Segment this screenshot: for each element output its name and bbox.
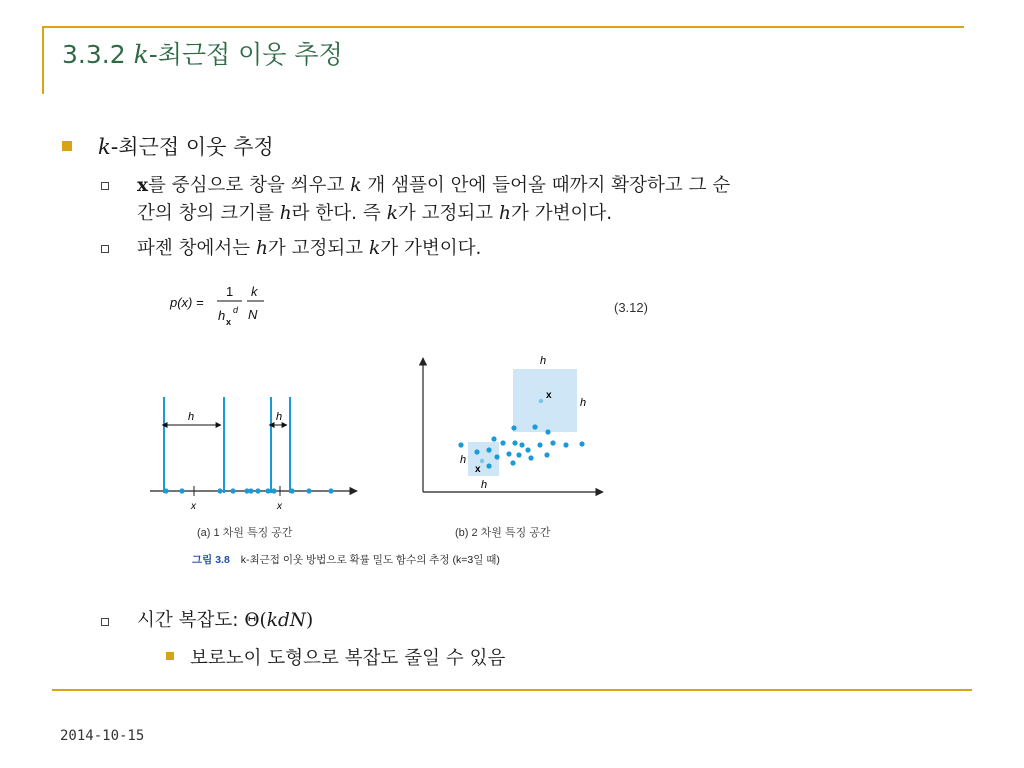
voronoi-text: 보로노이 도형으로 복잡도 줄일 수 있음 [190,648,506,669]
caption-label: 그림 3.8 [192,554,230,566]
query-point [539,399,543,403]
formula-den1: h [218,308,226,323]
title-k: k [133,40,149,69]
sub1-part2: 개 샘플이 안에 들어올 때까지 확장하고 그 순 [361,175,731,196]
bullet-square-icon [166,652,174,660]
h-label: h [580,397,587,409]
bullet-voronoi [190,644,505,670]
figure-caption [191,553,500,566]
sub2-h: h [256,238,268,259]
h-label: h [481,479,488,491]
query-x-large: x [546,390,552,401]
window-box-large [513,369,577,432]
sub2-c: 가 가변이다. [380,238,482,259]
formula-3-12 [169,284,264,327]
sub2-a: 파젠 창에서는 [137,238,256,259]
panel-a-1d [150,397,357,512]
sub3-kdn: kdN [266,610,306,631]
h-label: h [460,454,467,466]
sub1-line2-b: 라 한다. 즉 [291,203,387,224]
sub1-line2-d: 가 가변이다. [510,203,613,224]
sub3-a: 시간 복잡도: [137,610,245,631]
formula-num1: 1 [226,284,234,299]
bold-x: x [137,175,149,196]
sub1-k2: k [386,203,398,224]
bullet-k: k [98,135,111,159]
sub1-k: k [350,175,362,196]
h-label: h [540,355,547,367]
sub1-line2-a: 간의 창의 크기를 [137,203,280,224]
x-label: x [277,501,282,512]
query-point [480,459,484,463]
panel-b-2d [423,355,603,492]
x-label: x [191,501,196,512]
formula-lhs: p(x) = [170,295,204,310]
caption-text: k-최근접 이웃 방법으로 확률 밀도 함수의 추정 (k=3일 때) [240,554,500,566]
h-label: h [276,411,283,423]
query-x-small: x [475,464,481,475]
equation-number: (3.12) [614,300,648,315]
title-text: -최근접 이웃 추정 [148,40,343,69]
formula-den1-sub: x [226,317,232,327]
sub1-h1: h [279,203,292,224]
caption-b: (b) 2 차원 특징 공간 [455,527,551,539]
caption-a: (a) 1 차원 특징 공간 [197,527,293,539]
sub1-line2-c: 가 고정되고 [397,203,500,224]
sub1-h2: h [499,203,511,224]
sub2-k: k [369,238,381,259]
sub-bullet-3 [137,606,313,632]
formula-num2: k [251,284,258,299]
sub3-theta: Θ( [244,610,267,631]
formula-den2: N [248,307,258,322]
footer-rule [52,689,972,691]
title-number: 3.3.2 [62,40,126,69]
sub1-part1: 를 중심으로 창을 씌우고 [148,175,351,196]
footer-date: 2014-10-15 [60,728,145,744]
sub2-b: 가 고정되고 [267,238,370,259]
formula-den1-sup: d [233,305,239,315]
bullet-text: -최근접 이웃 추정 [110,135,274,159]
window-box-small [468,442,499,476]
h-label: h [188,411,195,423]
hollow-square-icon [101,618,109,626]
sub3-close: ) [306,610,314,631]
